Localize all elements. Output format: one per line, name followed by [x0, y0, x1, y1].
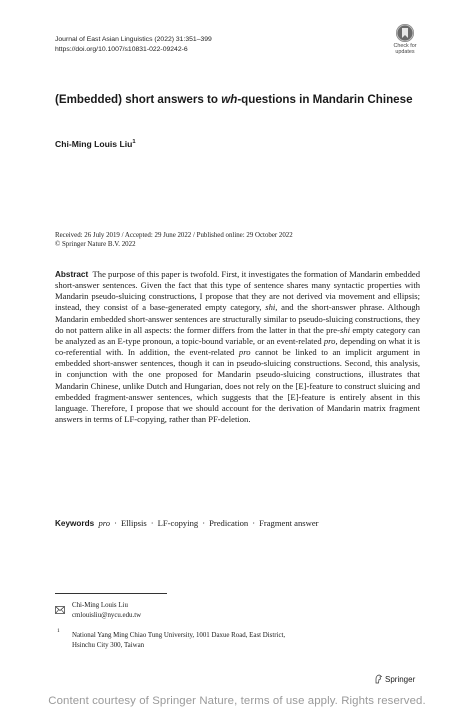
correspondence-name: Chi-Ming Louis Liu	[72, 602, 128, 609]
keyword-item: Ellipsis	[120, 518, 147, 528]
springer-horse-icon	[374, 674, 383, 684]
courtesy-notice: Content courtesy of Springer Nature, terms of use apply. Rights reserved.	[48, 695, 426, 707]
abstract-text: , and the short-answer phrase. Although Mandarin embedded short-answer sentences are structurally similar to pseudo-sluicing constructions, they do not pattern alike in all aspects: the former differs from the latter in that the pre-	[55, 302, 420, 335]
badge-label-line1: Check for	[393, 43, 417, 49]
footnote-marker: 1	[57, 628, 60, 634]
doi-link[interactable]: https://doi.org/10.1007/s10831-022-09242-6	[55, 46, 188, 53]
badge-label-line2: updates	[395, 49, 415, 55]
publisher-name: Springer	[385, 675, 416, 684]
keyword-item: pro	[98, 518, 111, 528]
check-for-updates-badge[interactable]	[388, 24, 422, 64]
springer-logo	[374, 674, 415, 684]
affiliation-marker: 1	[132, 139, 136, 145]
correspondence-email[interactable]: cmlouisliu@nycu.edu.tw	[72, 612, 142, 619]
keyword-separator: ·	[114, 518, 117, 528]
keyword-separator: ·	[150, 518, 154, 528]
affiliation-line: Hsinchu City 300, Taiwan	[72, 642, 145, 649]
keyword-item: LF-copying	[157, 518, 199, 528]
keyword-item: Predication	[209, 518, 249, 528]
title-part: -questions in Mandarin Chinese	[237, 93, 413, 106]
envelope-icon	[55, 601, 65, 609]
abstract-italic: pro	[323, 335, 336, 346]
publication-dates: Received: 26 July 2019 / Accepted: 29 June 2022 / Published online: 29 October 2022	[55, 232, 293, 239]
affiliation-line: National Yang Ming Chiao Tung University, 1001 Daxue Road, East District,	[72, 632, 286, 639]
keywords-heading: Keywords	[55, 519, 95, 528]
abstract-italic: shi	[339, 324, 350, 335]
keyword-separator: ·	[252, 518, 256, 528]
abstract-text: empty category can be analyzed as an E-type pronoun, a topic-bound variable, or an event-related	[55, 324, 421, 346]
author-text: Chi-Ming Louis Liu	[55, 139, 133, 149]
footnote-divider	[55, 593, 167, 594]
title-wh: wh	[221, 93, 238, 106]
bookmark-icon	[396, 24, 414, 42]
keyword-item: Fragment answer	[259, 518, 319, 528]
author-name	[55, 139, 136, 149]
keyword-separator: ·	[202, 518, 206, 528]
abstract-italic: pro	[238, 347, 251, 358]
title-part: (Embedded) short answers to	[55, 93, 222, 106]
journal-citation: Journal of East Asian Linguistics (2022) 31:351–399	[55, 36, 212, 43]
abstract-italic: shi	[265, 302, 276, 313]
abstract-text: cannot be linked to an implicit argument in embedded short-answer sentences, though it can in pseudo-sluicing constructions. Second, this analysis, in conjunction with the one proposed for Mandarin pseudo-sluicing constructions, illustrates that Mandarin Chinese, unlike Dutch and Hungarian, does not rely on the [E]-feature to construct sluicing and embedded fragment-answer sentences, which suggests that the [E]-feature is entirely absent in this language. Therefore, I propose that we should account for the derivation of Mandarin matrix fragment answers in terms of LF-copying, rather than PF-deletion.	[55, 347, 420, 425]
abstract-text: , depending on what it is co-referential with. In addition, the event-related	[55, 335, 421, 358]
abstract-text: The purpose of this paper is twofold. First, it investigates the formation of Mandarin embedded short-answer sentences. Given the fact that this type of sentence shares many syntactic properties with Mandarin pseudo-sluicing constructions, I propose that they are not derived via movement and ellipsis; instead, they consist of a base-generated empty category,	[55, 269, 421, 313]
copyright-notice: © Springer Nature B.V. 2022	[55, 241, 136, 248]
article-title	[55, 92, 415, 107]
abstract-heading: Abstract	[55, 270, 89, 279]
keywords	[55, 518, 420, 529]
abstract	[55, 269, 420, 425]
